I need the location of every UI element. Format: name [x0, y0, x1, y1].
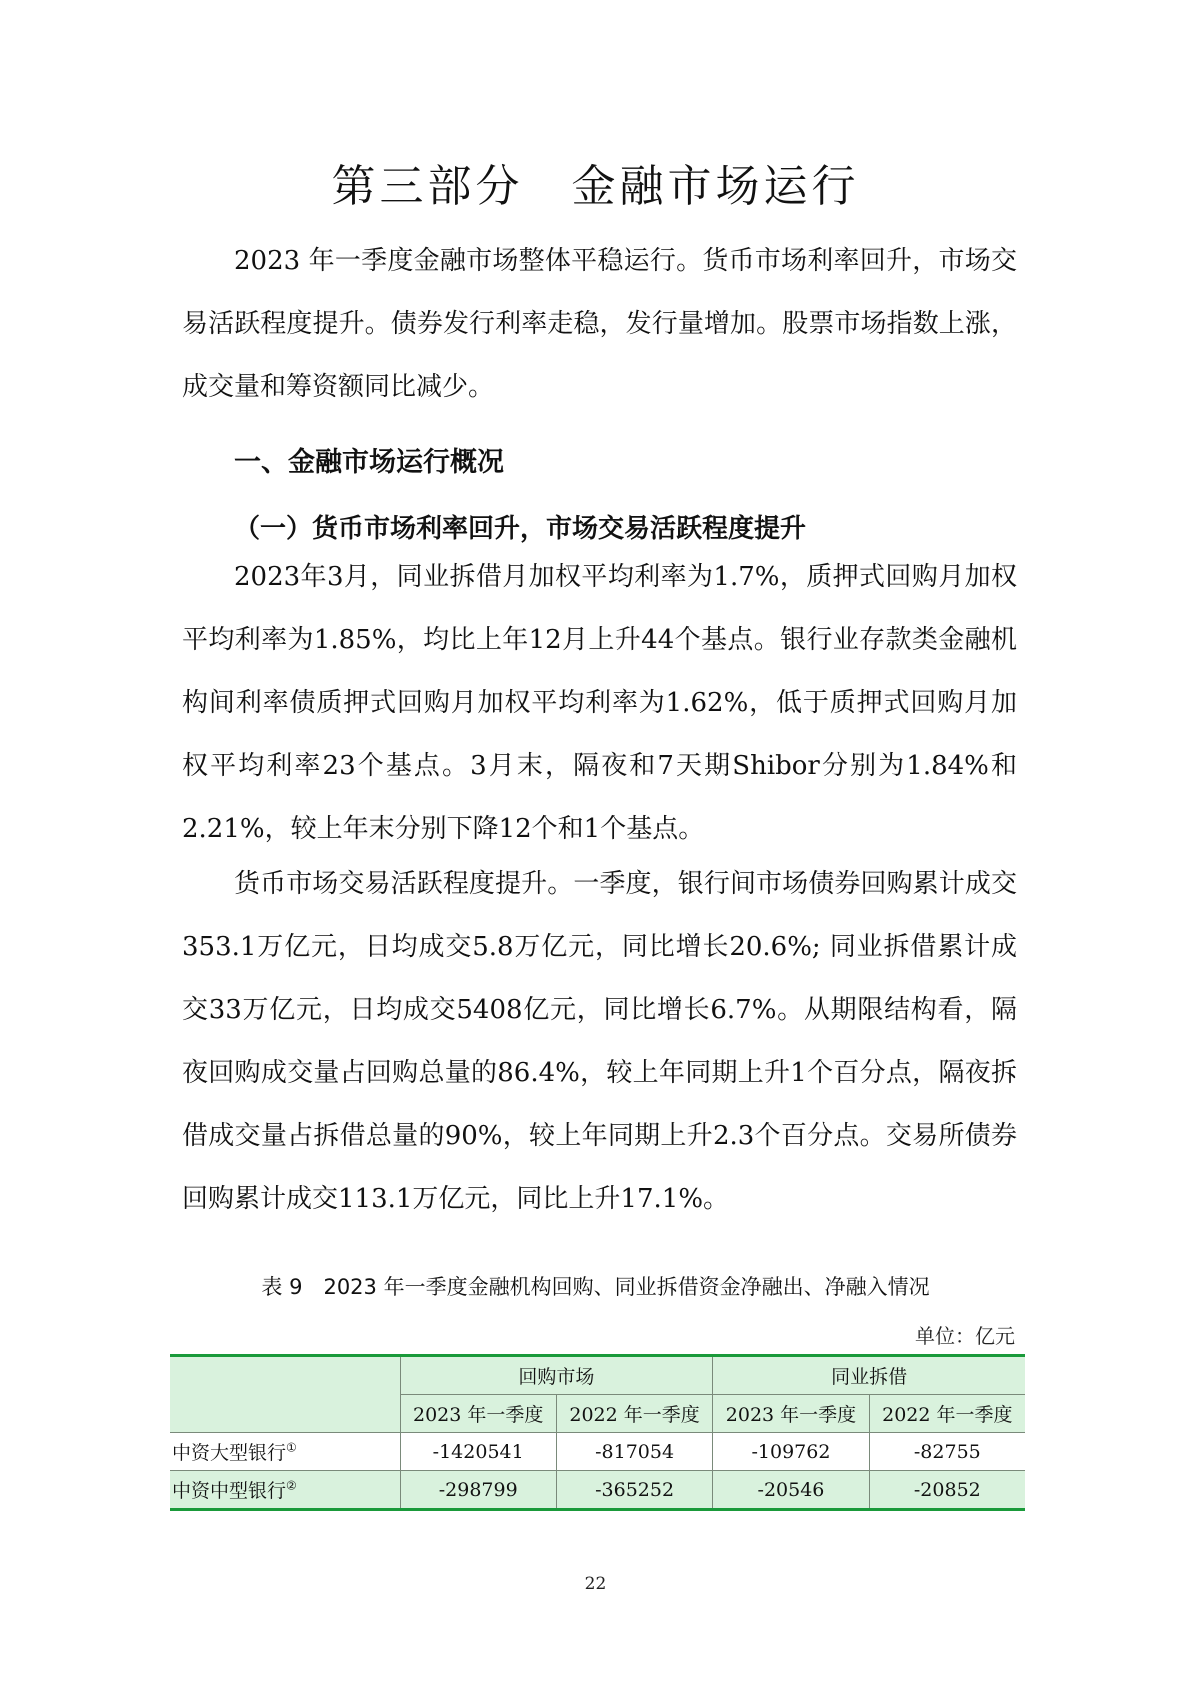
table-cell: -365252: [556, 1471, 712, 1510]
table-cell: -298799: [400, 1471, 556, 1510]
body-paragraph-2: 货币市场交易活跃程度提升。一季度，银行间市场债券回购累计成交353.1万亿元，日均成交5.8万亿元，同比增长20.6%; 同业拆借累计成交33万亿元，日均成交5408亿元，同比增长6.7%。从期限结构看，隔夜回购成交量占回购总量的86.4%，较上年同期上升1个百分点，隔夜拆借成交量占拆借总量的90%，较上年同期上升2.3个百分点。交易所债券回购累计成交113.1万亿元，同比上升17.1%。: [182, 869, 1017, 1214]
section-heading: 一、金融市场运行概况: [234, 447, 504, 478]
subheader-cell: 2023 年一季度: [713, 1395, 869, 1433]
subheader-cell: 2022 年一季度: [869, 1395, 1025, 1433]
footnote-marker: ①: [286, 1440, 297, 1455]
page-number: 22: [584, 1574, 607, 1594]
intro-paragraph: 2023 年一季度金融市场整体平稳运行。货币市场利率回升，市场交易活跃程度提升。债券发行利率走稳，发行量增加。股票市场指数上涨，成交量和筹资额同比减少。: [182, 246, 1017, 402]
table-cell: -82755: [869, 1433, 1025, 1471]
table-row: [170, 1471, 1025, 1510]
table-cell: -817054: [556, 1433, 712, 1471]
repo-interbank-table: [170, 1354, 1025, 1511]
table-cell: -20852: [869, 1471, 1025, 1510]
row-label: 中资大型银行①: [170, 1433, 400, 1471]
header-interbank-lending: 同业拆借: [713, 1356, 1025, 1395]
subheader-cell: 2023 年一季度: [400, 1395, 556, 1433]
subheader-cell: 2022 年一季度: [556, 1395, 712, 1433]
table-header-row: [170, 1356, 1025, 1395]
subsection-heading: （一）货币市场利率回升，市场交易活跃程度提升: [234, 514, 807, 544]
table-cell: -1420541: [400, 1433, 556, 1471]
table-row: [170, 1433, 1025, 1471]
body-paragraph-1: 2023年3月，同业拆借月加权平均利率为1.7%，质押式回购月加权平均利率为1.85%，均比上年12月上升44个基点。银行业存款类金融机构间利率债质押式回购月加权平均利率为1.62%，低于质押式回购月加权平均利率23个基点。3月末，隔夜和7天期Shibor分别为1.84%和2.21%，较上年末分别下降12个和1个基点。: [182, 562, 1017, 844]
table-cell: -109762: [713, 1433, 869, 1471]
header-repo-market: 回购市场: [400, 1356, 713, 1395]
table-unit: 单位：亿元: [915, 1324, 1015, 1348]
table-corner-cell: [170, 1356, 400, 1433]
page-title: 第三部分 金融市场运行: [331, 161, 860, 212]
table-caption: 表 9 2023 年一季度金融机构回购、同业拆借资金净融出、净融入情况: [261, 1275, 930, 1299]
footnote-marker: ②: [286, 1478, 297, 1493]
row-label: 中资中型银行②: [170, 1471, 400, 1510]
table-cell: -20546: [713, 1471, 869, 1510]
